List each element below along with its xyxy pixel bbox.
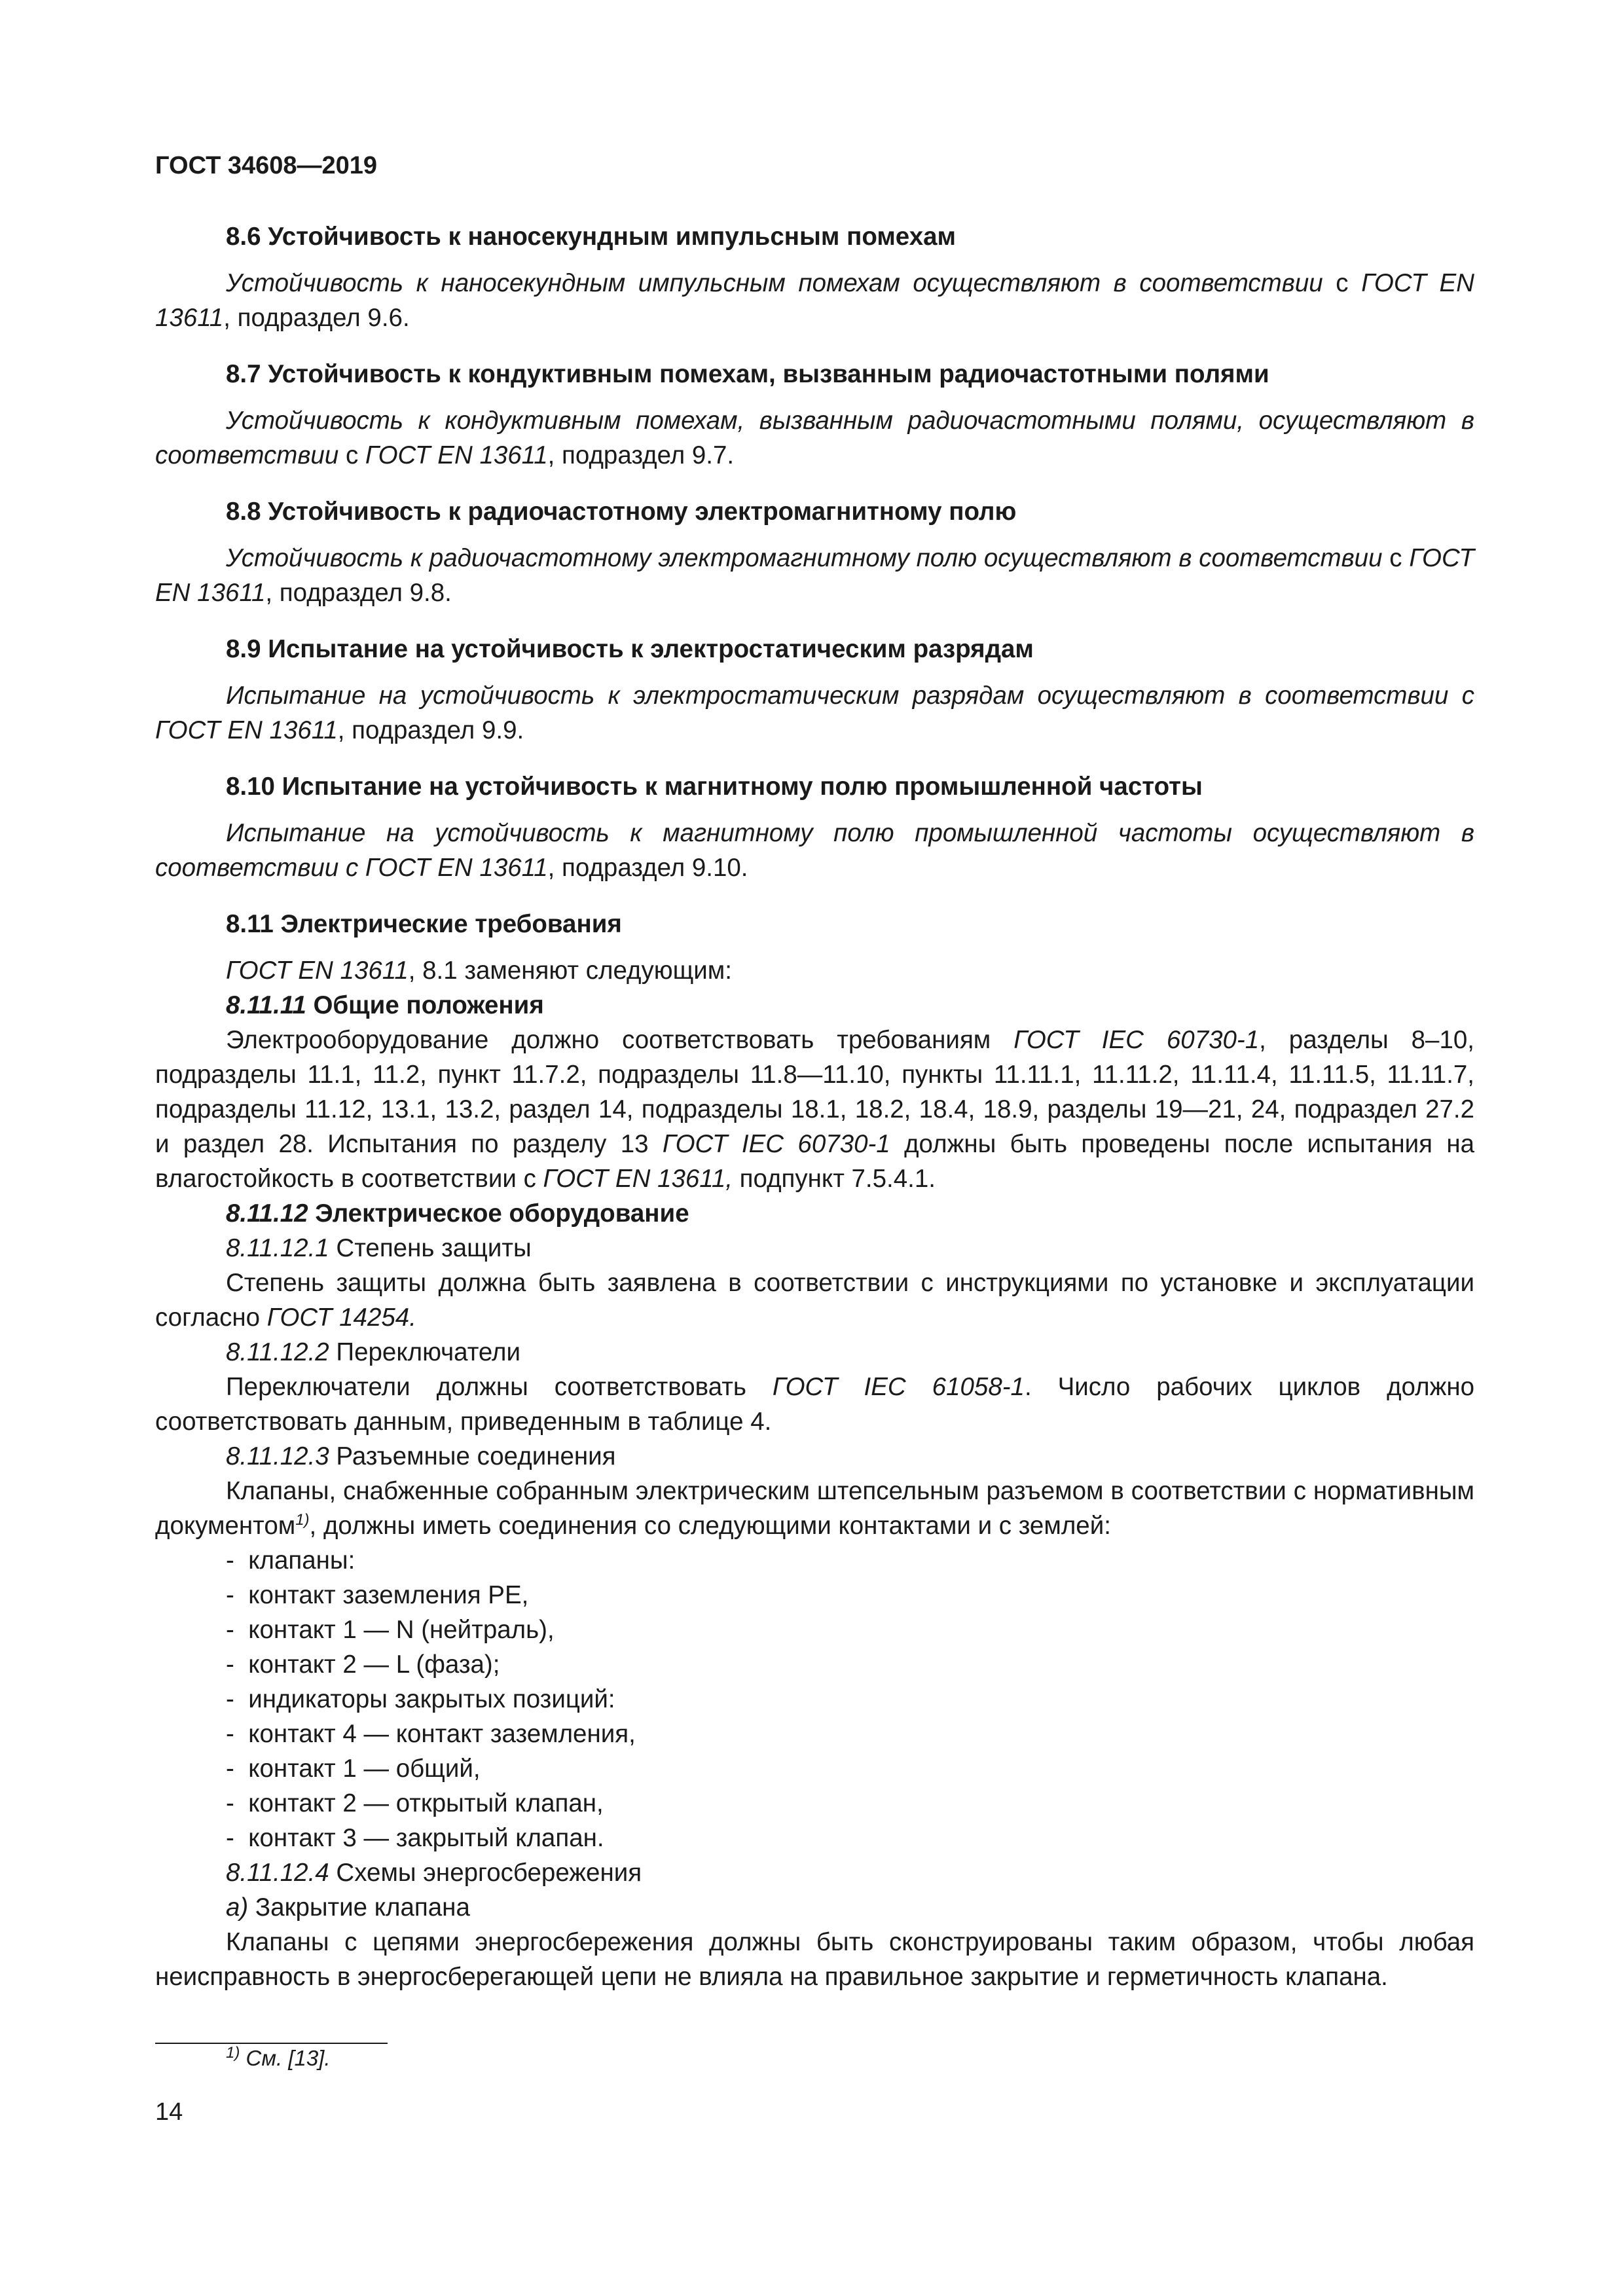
list-item: - контакт 2 — открытый клапан,: [155, 1786, 1474, 1821]
list-item: - контакт 2 — L (фаза);: [155, 1647, 1474, 1682]
list-item: - клапаны:: [155, 1543, 1474, 1578]
document-page: [155, 0, 1474, 2296]
document-body: [155, 219, 1474, 1994]
footnote-separator: [155, 2043, 388, 2044]
section-8-9-title: 8.9 Испытание на устойчивость к электростатическим разрядам: [226, 635, 1034, 663]
section-8-11-intro: ГОСТ EN 13611, 8.1 заменяют следующим:: [226, 957, 732, 985]
page-number: 14: [155, 2098, 183, 2126]
clause-8-11-12-3-heading: 8.11.12.3 Разъемные соединения: [226, 1442, 616, 1470]
list-item: - контакт 1 — общий,: [155, 1751, 1474, 1786]
clause-8-11-12-1-heading: 8.11.12.1 Степень защиты: [226, 1234, 532, 1262]
item-a-heading: а) Закрытие клапана: [226, 1893, 470, 1922]
clause-8-11-12-1-text: Степень защиты должна быть заявлена в соответствии с инструкциями по установке и эксплуатации согласно ГОСТ 14254.: [155, 1269, 1474, 1332]
list-item: - контакт 1 — N (нейтраль),: [155, 1613, 1474, 1647]
section-8-6-text: Устойчивость к наносекундным импульсным помехам осуществляют в соответствии с ГОСТ EN 13611, подраздел 9.6.: [155, 269, 1474, 332]
clause-8-11-12-3-text: Клапаны, снабженные собранным электрическим штепсельным разъемом в соответствии с нормативным документом$^{1)}$, должны иметь соединения со следующими контактами и с землей:: [155, 1477, 1474, 1540]
section-8-11-title: 8.11 Электрические требования: [226, 910, 622, 938]
document-header: ГОСТ 34608—2019: [155, 152, 378, 179]
clause-8-11-11-heading: 8.11.11 Общие положения: [226, 991, 544, 1019]
section-8-7-text: Устойчивость к кондуктивным помехам, вызванным радиочастотными полями, осуществляют в соответствии с ГОСТ EN 13611, подраздел 9.7.: [155, 407, 1474, 469]
clause-8-11-12-heading: 8.11.12 Электрическое оборудование: [226, 1199, 689, 1228]
clause-8-11-12-2-heading: 8.11.12.2 Переключатели: [226, 1338, 521, 1366]
section-8-8-text: Устойчивость к радиочастотному электромагнитному полю осуществляют в соответствии с ГОСТ EN 13611, подраздел 9.8.: [155, 544, 1474, 607]
clause-8-11-12-2-text: Переключатели должны соответствовать ГОСТ IEC 61058-1. Число рабочих циклов должно соответствовать данным, приведенным в таблице 4.: [155, 1373, 1474, 1436]
section-8-10-text: Испытание на устойчивость к магнитному полю промышленной частоты осуществляют в соответствии с ГОСТ EN 13611, подраздел 9.10.: [155, 819, 1474, 882]
section-8-8-title: 8.8 Устойчивость к радиочастотному электромагнитному полю: [226, 498, 1017, 526]
section-8-9-text: Испытание на устойчивость к электростатическим разрядам осуществляют в соответствии с ГОСТ EN 13611, подраздел 9.9.: [155, 682, 1474, 744]
section-8-7-title: 8.7 Устойчивость к кондуктивным помехам, вызванным радиочастотными полями: [226, 360, 1269, 388]
section-8-6-title: 8.6 Устойчивость к наносекундным импульсным помехам: [226, 223, 957, 251]
item-a-text: Клапаны с цепями энергосбережения должны быть сконструированы таким образом, чтобы любая неисправность в энергосберегающей цепи не влияла на правильное закрытие и герметичность клапана.: [155, 1928, 1474, 1991]
list-item: - контакт 4 — контакт заземления,: [155, 1717, 1474, 1751]
list-item: - контакт заземления PE,: [155, 1578, 1474, 1613]
clause-8-11-11-text: Электрооборудование должно соответствовать требованиям ГОСТ IEC 60730-1, разделы 8–10, подразделы 11.1, 11.2, пункт 11.7.2, подразделы 11.8—11.10, пункты 11.11.1, 11.11.2, 11.11.4, 11.11.5, 11.11.7, подразделы 11.12, 13.1, 13.2, раздел 14, подразделы 18.1, 18.2, 18.4, 18.9, разделы 19—21, 24, подраздел 27.2 и раздел 28. Испытания по разделу 13 ГОСТ IEC 60730-1 должны быть проведены после испытания на влагостойкость в соответствии с ГОСТ EN 13611, подпункт 7.5.4.1.: [155, 1026, 1474, 1193]
list-item: - индикаторы закрытых позиций:: [155, 1682, 1474, 1717]
section-8-10-title: 8.10 Испытание на устойчивость к магнитному полю промышленной частоты: [226, 773, 1203, 801]
list-item: - контакт 3 — закрытый клапан.: [155, 1821, 1474, 1855]
footnote: $^{1)}$ См. [13].: [226, 2044, 331, 2070]
clause-8-11-12-4-heading: 8.11.12.4 Схемы энергосбережения: [226, 1859, 642, 1887]
